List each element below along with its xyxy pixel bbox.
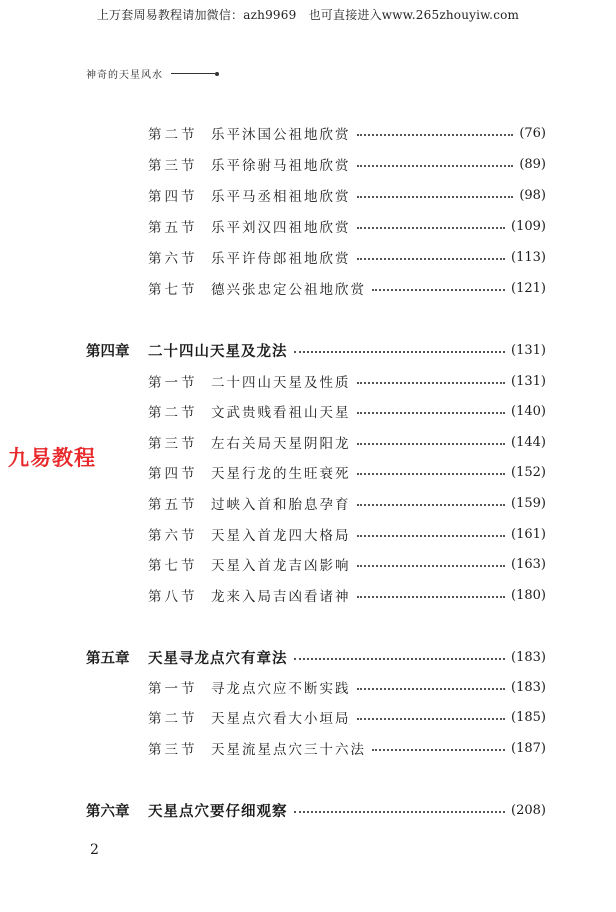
toc-section-entry xyxy=(148,676,546,698)
section-title: 龙来入局吉凶看诸神 xyxy=(211,589,351,605)
section-title: 过峡入首和胎息孕育 xyxy=(211,497,351,513)
page-reference: (131) xyxy=(511,373,546,389)
dot-leader xyxy=(357,565,506,567)
dot-leader xyxy=(294,658,506,660)
section-number: 第二节 xyxy=(148,127,198,143)
toc-section-entry xyxy=(148,277,546,299)
page-reference: (185) xyxy=(511,709,546,725)
toc-section-entry xyxy=(148,246,546,268)
page-reference: (183) xyxy=(511,679,546,695)
book-title: 神奇的天星风水 xyxy=(86,70,163,81)
dot-leader xyxy=(357,596,506,598)
dot-leader xyxy=(357,134,514,136)
dot-leader xyxy=(357,258,506,260)
page-reference: (131) xyxy=(511,342,546,358)
section-number: 第四节 xyxy=(148,189,198,205)
section-title: 乐平马丞相祖地欣赏 xyxy=(211,189,351,205)
section-title: 左右关局天星阴阳龙 xyxy=(211,436,351,452)
section-number: 第二节 xyxy=(148,711,198,727)
toc-chapter-entry xyxy=(86,646,546,668)
dot-leader xyxy=(357,688,506,690)
page-reference: (109) xyxy=(511,218,546,234)
dot-leader xyxy=(357,165,514,167)
toc-section-entry xyxy=(148,153,546,175)
section-number: 第八节 xyxy=(148,589,198,605)
page-reference: (208) xyxy=(511,802,546,818)
ornament-dot xyxy=(215,72,219,76)
section-title: 天星流星点穴三十六法 xyxy=(211,742,366,758)
toc-section-entry xyxy=(148,461,546,483)
section-number: 第一节 xyxy=(148,681,198,697)
toc-section-entry xyxy=(148,431,546,453)
page-reference: (180) xyxy=(511,587,546,603)
toc-section-entry xyxy=(148,184,546,206)
section-title: 德兴张忠定公祖地欣赏 xyxy=(211,282,366,298)
watermark-text: 九易教程 xyxy=(8,446,96,470)
section-title: 天星行龙的生旺衰死 xyxy=(211,466,351,482)
page-reference: (144) xyxy=(511,434,546,450)
dot-leader xyxy=(357,535,506,537)
dot-leader xyxy=(357,473,506,475)
section-number: 第一节 xyxy=(148,375,198,391)
page-reference: (76) xyxy=(519,125,546,141)
chapter-title: 天星点穴要仔细观察 xyxy=(148,802,288,820)
toc-section-entry xyxy=(148,400,546,422)
header-banner: 上万套周易教程请加微信：azh9969 也可直接进入www.265zhouyiw.com xyxy=(96,8,520,22)
toc-section-entry xyxy=(148,122,546,144)
section-number: 第二节 xyxy=(148,405,198,421)
chapter-number: 第四章 xyxy=(86,342,130,360)
section-number: 第三节 xyxy=(148,742,198,758)
toc-chapter-entry xyxy=(86,799,546,821)
section-title: 天星点穴看大小垣局 xyxy=(211,711,351,727)
chapter-number: 第五章 xyxy=(86,649,130,667)
chapter-title: 天星寻龙点穴有章法 xyxy=(148,649,288,667)
dot-leader xyxy=(294,811,506,813)
page-reference: (98) xyxy=(519,187,546,203)
section-title: 天星入首龙吉凶影响 xyxy=(211,558,351,574)
toc-section-entry xyxy=(148,737,546,759)
dot-leader xyxy=(372,749,505,751)
section-number: 第六节 xyxy=(148,528,198,544)
dot-leader xyxy=(357,196,514,198)
dot-leader xyxy=(357,504,506,506)
section-number: 第七节 xyxy=(148,282,198,298)
dot-leader xyxy=(294,351,506,353)
page-reference: (163) xyxy=(511,556,546,572)
toc-section-entry xyxy=(148,523,546,545)
running-head xyxy=(86,66,219,81)
section-title: 文武贵贱看祖山天星 xyxy=(211,405,351,421)
toc-section-entry xyxy=(148,584,546,606)
section-number: 第三节 xyxy=(148,158,198,174)
page-reference: (152) xyxy=(511,464,546,480)
section-title: 二十四山天星及性质 xyxy=(211,375,351,391)
toc-section-entry xyxy=(148,370,546,392)
chapter-title: 二十四山天星及龙法 xyxy=(148,342,288,360)
toc-chapter-entry xyxy=(86,339,546,361)
section-title: 天星入首龙四大格局 xyxy=(211,528,351,544)
section-number: 第三节 xyxy=(148,436,198,452)
page-reference: (161) xyxy=(511,526,546,542)
dot-leader xyxy=(357,412,506,414)
dot-leader xyxy=(372,289,505,291)
section-number: 第七节 xyxy=(148,558,198,574)
section-title: 乐平沐国公祖地欣赏 xyxy=(211,127,351,143)
chapter-number: 第六章 xyxy=(86,802,130,820)
section-title: 乐平徐驸马祖地欣赏 xyxy=(211,158,351,174)
page-number: 2 xyxy=(90,842,99,858)
dot-leader xyxy=(357,227,506,229)
toc-section-entry xyxy=(148,706,546,728)
section-number: 第五节 xyxy=(148,497,198,513)
dot-leader xyxy=(357,443,506,445)
dot-leader xyxy=(357,382,506,384)
page-reference: (113) xyxy=(511,249,546,265)
section-title: 乐平刘汉四祖地欣赏 xyxy=(211,220,351,236)
dot-leader xyxy=(357,718,506,720)
page-reference: (140) xyxy=(511,403,546,419)
ornament-line xyxy=(171,73,215,74)
page-reference: (89) xyxy=(519,156,546,172)
toc-section-entry xyxy=(148,215,546,237)
section-title: 乐平许侍郎祖地欣赏 xyxy=(211,251,351,267)
toc-section-entry xyxy=(148,492,546,514)
section-title: 寻龙点穴应不断实践 xyxy=(211,681,351,697)
page-reference: (121) xyxy=(511,280,546,296)
page-reference: (187) xyxy=(511,740,546,756)
toc-section-entry xyxy=(148,553,546,575)
section-number: 第六节 xyxy=(148,251,198,267)
section-number: 第五节 xyxy=(148,220,198,236)
page-reference: (159) xyxy=(511,495,546,511)
page-reference: (183) xyxy=(511,649,546,665)
section-number: 第四节 xyxy=(148,466,198,482)
